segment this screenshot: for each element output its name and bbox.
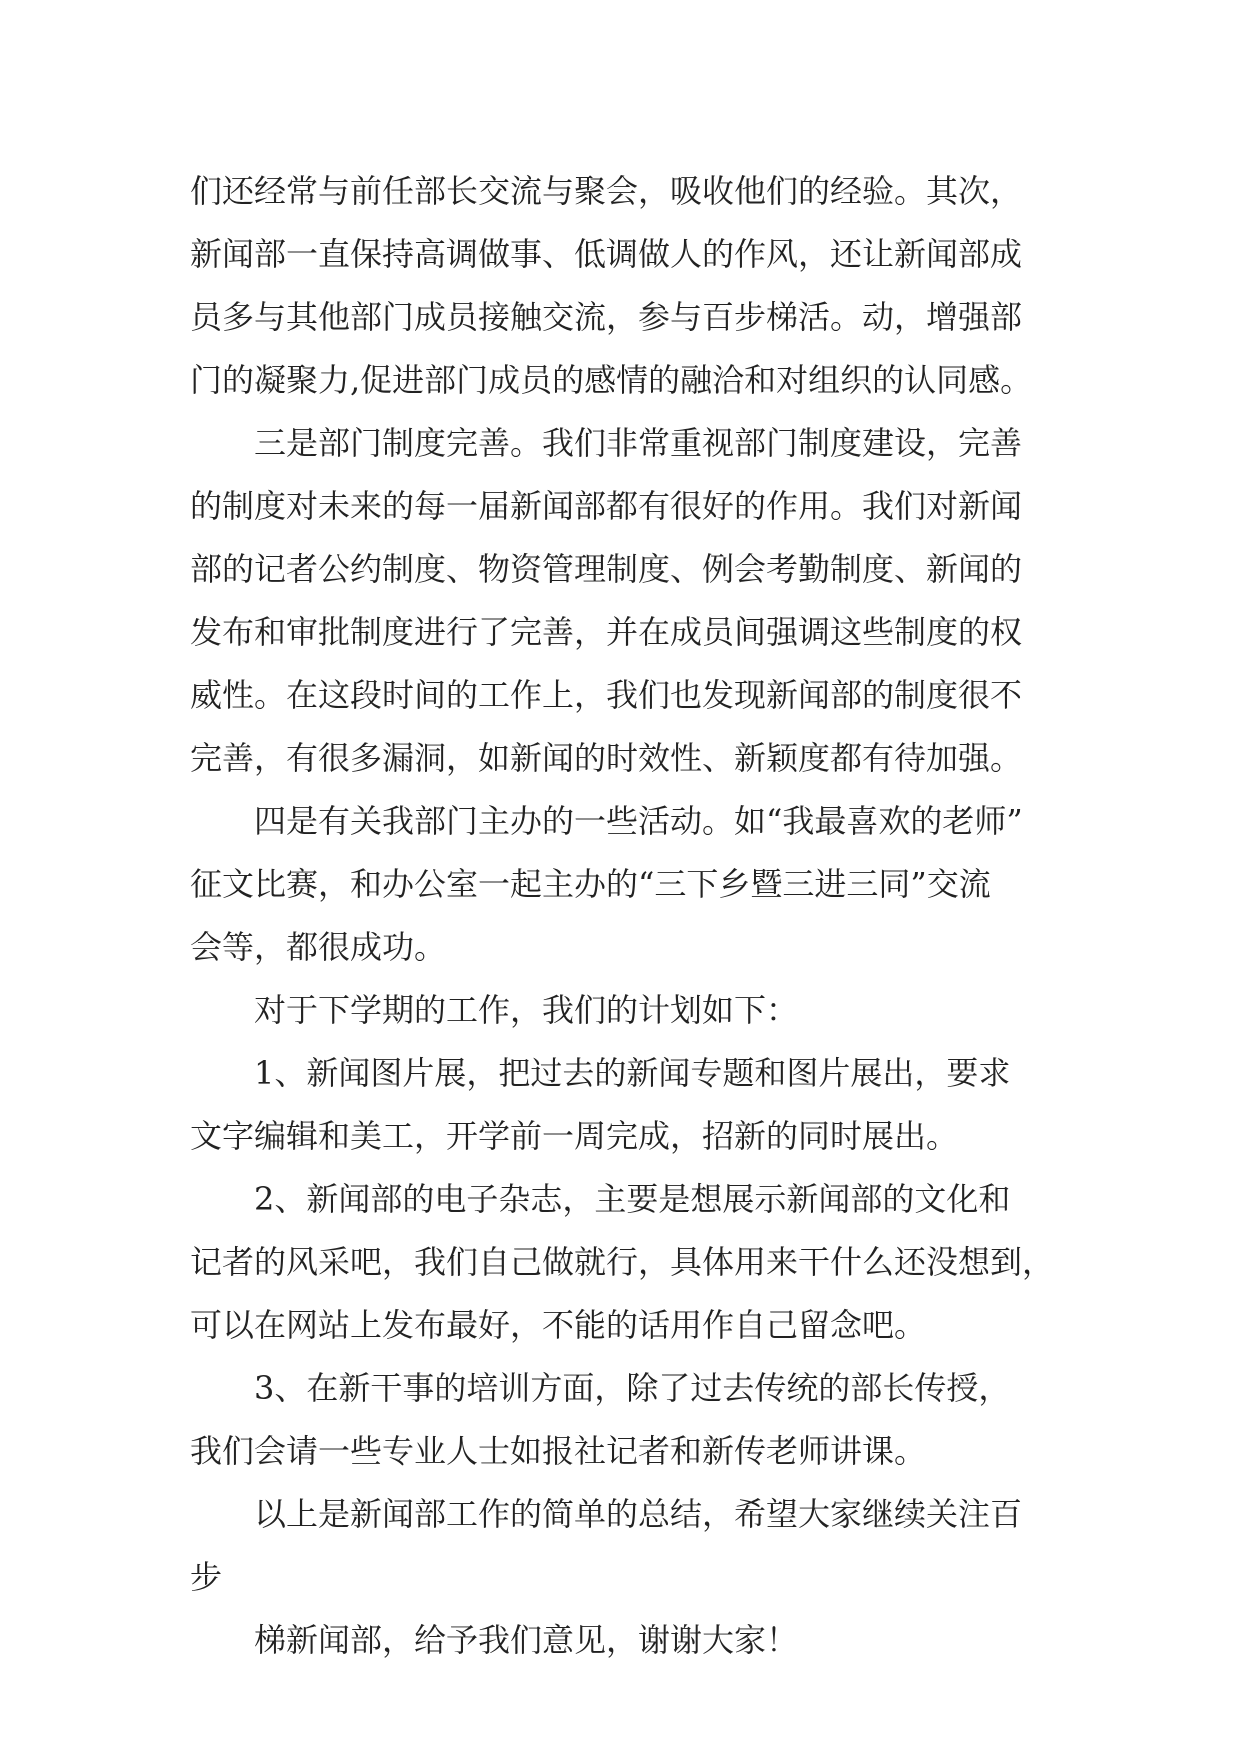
text-line: 员多与其他部门成员接触交流，参与百步梯活。动，增强部 (190, 298, 1023, 336)
text-line: 们还经常与前任部长交流与聚会，吸收他们的经验。其次， (190, 172, 1023, 210)
text-line: 2、新闻部的电子杂志，主要是想展示新闻部的文化和 (254, 1180, 1011, 1218)
paragraph-1 (190, 160, 1070, 412)
text-line: 部的记者公约制度、物资管理制度、例会考勤制度、新闻的 (190, 550, 1023, 588)
text-line: 我们会请一些专业人士如报社记者和新传老师讲课。 (190, 1432, 927, 1470)
text-line: 会等，都很成功。 (190, 928, 447, 966)
text-line: 步 (190, 1558, 223, 1596)
paragraph-plan-item-2 (190, 1168, 1070, 1357)
paragraph-summary (190, 1483, 1070, 1609)
text-line: 记者的风采吧，我们自己做就行，具体用来干什么还没想到， (190, 1243, 1055, 1281)
document-body (190, 160, 1070, 1672)
text-line: 完善，有很多漏洞，如新闻的时效性、新颖度都有待加强。 (190, 739, 1023, 777)
text-line: 新闻部一直保持高调做事、低调做人的作风，还让新闻部成 (190, 235, 1023, 273)
text-line: 3、在新干事的培训方面，除了过去传统的部长传授， (254, 1369, 1011, 1407)
paragraph-department-rules (190, 412, 1070, 790)
text-line: 梯新闻部，给予我们意见，谢谢大家！ (254, 1621, 799, 1659)
text-line: 征文比赛，和办公室一起主办的“三下乡暨三进三同”交流 (190, 865, 991, 903)
paragraph-plan-item-1 (190, 1042, 1070, 1168)
text-line: 对于下学期的工作，我们的计划如下： (254, 991, 799, 1029)
paragraph-activities (190, 790, 1070, 979)
text-line: 1、新闻图片展，把过去的新闻专题和图片展出，要求 (254, 1054, 1011, 1092)
text-line: 威性。在这段时间的工作上，我们也发现新闻部的制度很不 (190, 676, 1023, 714)
text-line: 门的凝聚力,促进部门成员的感情的融洽和对组织的认同感。 (190, 361, 1033, 399)
paragraph-plan-item-3 (190, 1357, 1070, 1483)
text-line: 的制度对未来的每一届新闻部都有很好的作用。我们对新闻 (190, 487, 1023, 525)
text-line: 发布和审批制度进行了完善，并在成员间强调这些制度的权 (190, 613, 1023, 651)
text-line: 以上是新闻部工作的简单的总结，希望大家继续关注百 (254, 1495, 1023, 1533)
paragraph-closing (190, 1609, 1070, 1672)
text-line: 四是有关我部门主办的一些活动。如“我最喜欢的老师” (254, 802, 1023, 840)
text-line: 三是部门制度完善。我们非常重视部门制度建设，完善 (254, 424, 1023, 462)
text-line: 文字编辑和美工，开学前一周完成，招新的同时展出。 (190, 1117, 959, 1155)
paragraph-plan-intro (190, 979, 1070, 1042)
text-line: 可以在网站上发布最好，不能的话用作自己留念吧。 (190, 1306, 927, 1344)
